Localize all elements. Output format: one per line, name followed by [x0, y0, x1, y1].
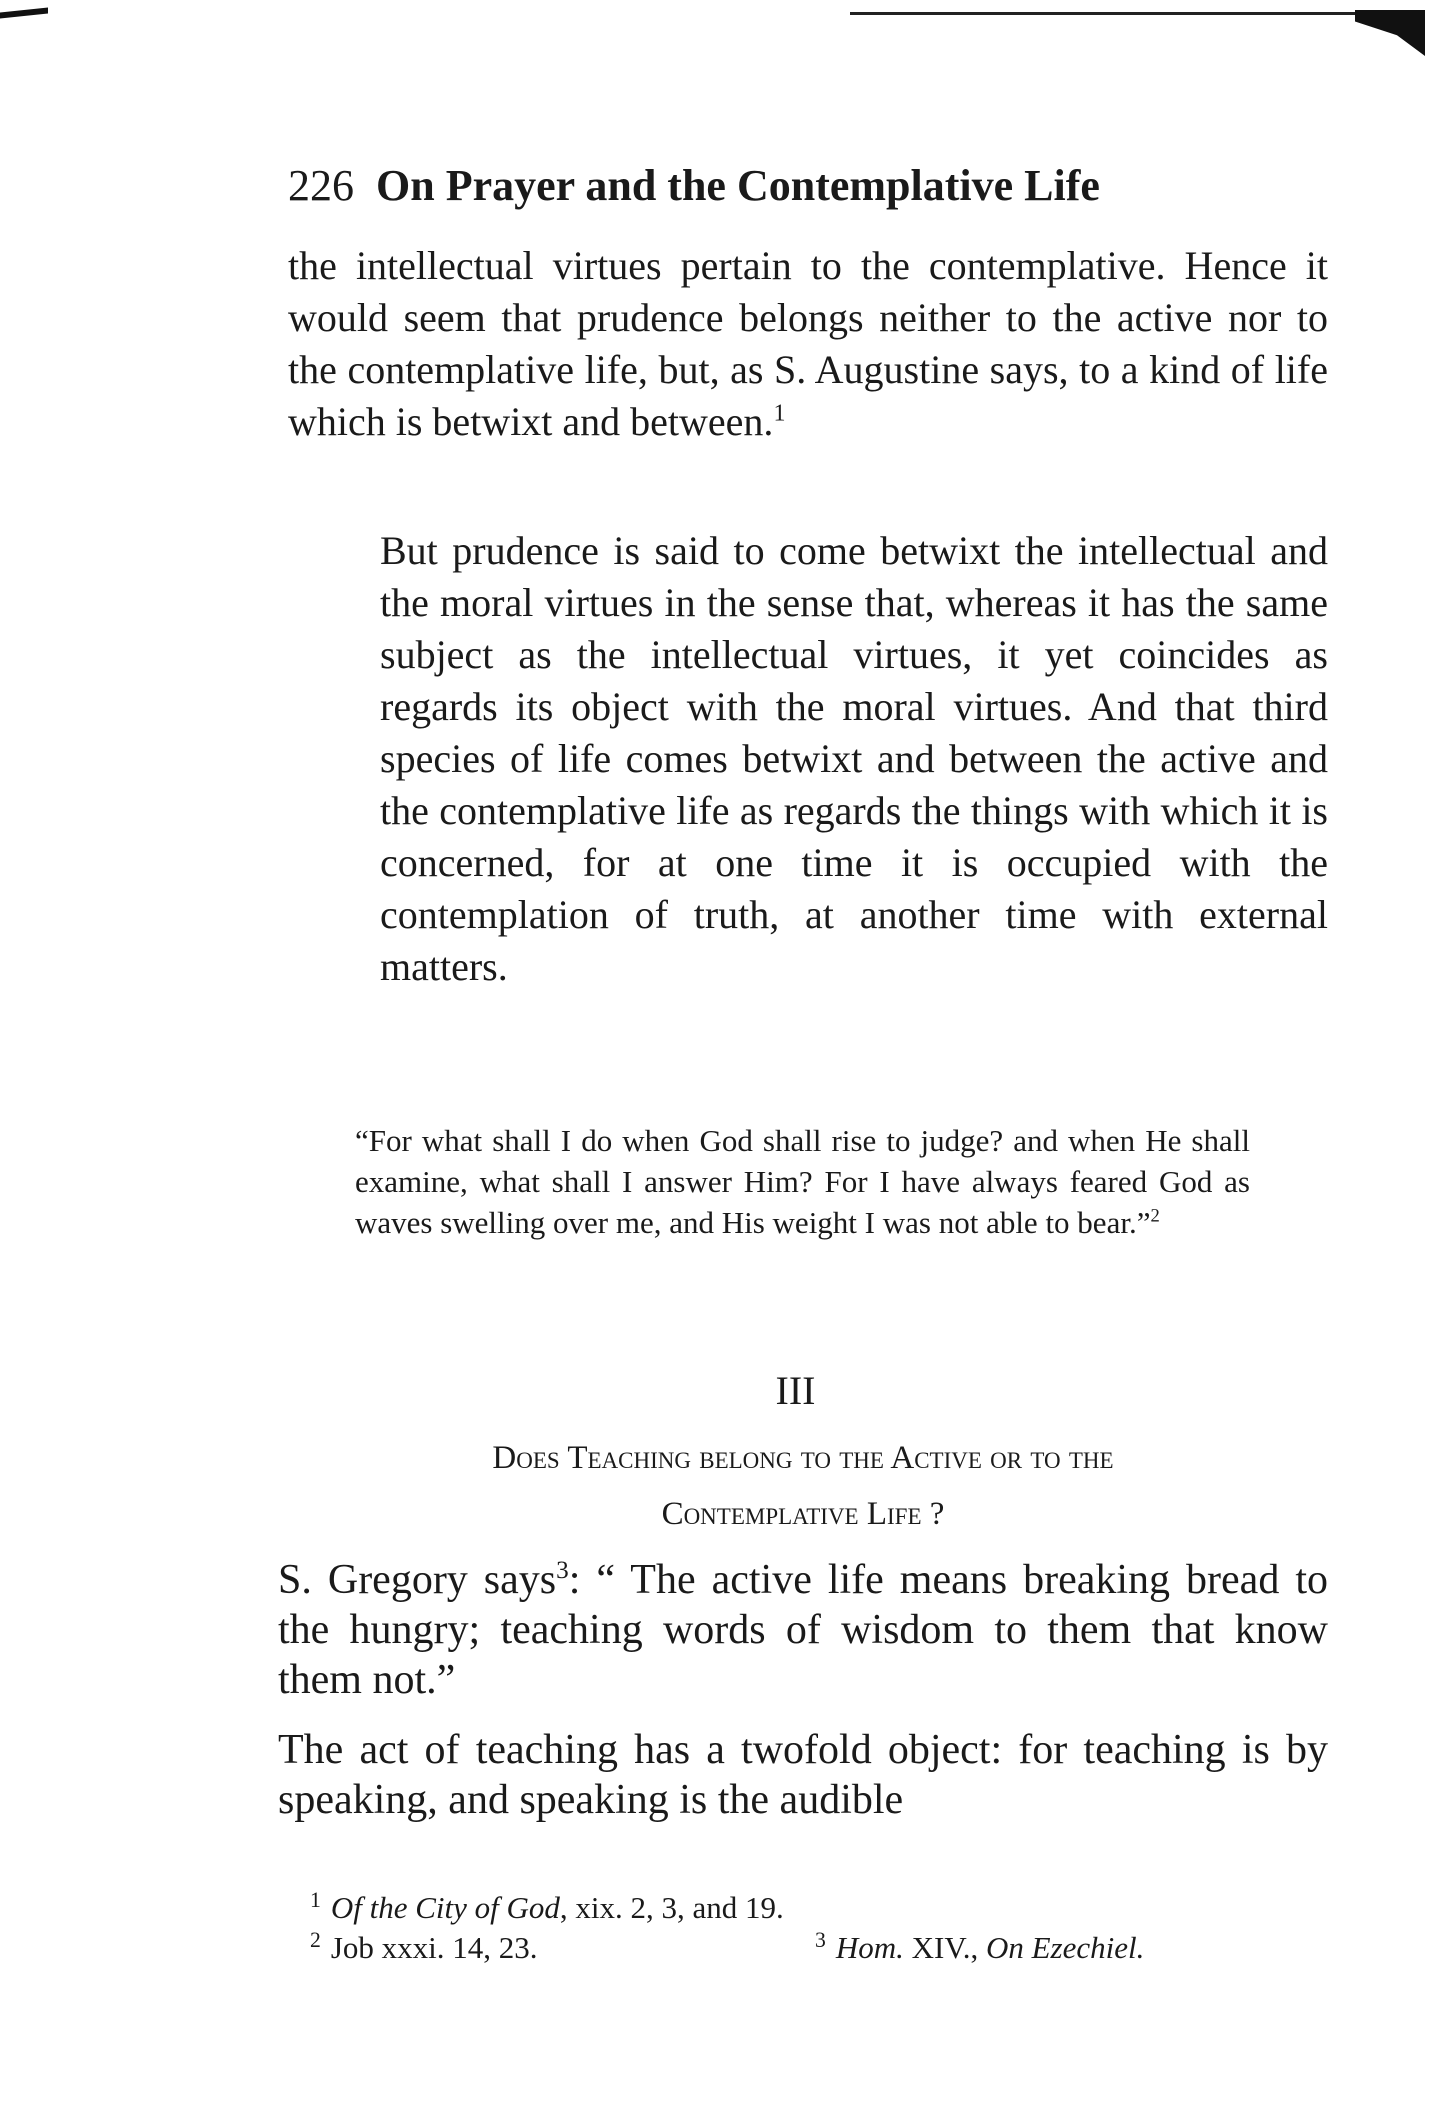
paragraph-text: the intellectual virtues pertain to the contemplative. Hence it would seem that prudence belongs neither to the active nor to the contemplative life, but, as S. Augustine says, to a kind of life which is betwixt and between.	[288, 243, 1328, 444]
footnote-ref-2: 2	[1150, 1205, 1160, 1227]
footnote-mark: 2	[310, 1927, 321, 1952]
footnote-mark: 1	[310, 1887, 321, 1912]
footnote-work-title: Hom.	[835, 1930, 904, 1965]
footnote-row-2-3	[310, 1928, 1310, 1968]
paragraph-text: But prudence is said to come betwixt the intellectual and the moral virtues in the sense that, whereas it has the same subject as the intellectual virtues, it yet coincides as regards its object with the moral virtues. And that third species of life comes betwixt and between the active and the contemplative life as regards the things with which it is concerned, for at one time it is occupied with the contemplation of truth, at another time with external matters.	[380, 528, 1328, 989]
scan-artifact-right	[1355, 10, 1425, 56]
footnote-text: Job xxxi. 14, 23.	[330, 1930, 538, 1965]
paragraph-teaching	[278, 1725, 1328, 1825]
scripture-quote	[355, 1120, 1250, 1243]
footnote-3	[815, 1928, 1144, 1968]
section-number: III	[775, 1368, 816, 1413]
paragraph-text: : “ The active life means breaking bread to the hungry; teaching words of wisdom to them that know them not.”	[278, 1557, 1328, 1703]
running-title: On Prayer and the Contemplative Life	[376, 161, 1100, 210]
section-heading	[278, 1430, 1328, 1542]
footnote-text: XIV.,	[903, 1930, 986, 1965]
footnote-work-title-2: On Ezechiel.	[985, 1930, 1145, 1965]
paragraph-lead: S. Gregory says	[278, 1557, 557, 1603]
running-head	[288, 160, 1318, 211]
section-heading-line-2: Contemplative Life ?	[661, 1496, 945, 1532]
footnote-ref-3: 3	[556, 1557, 569, 1584]
footnote-1	[310, 1888, 1310, 1928]
footnote-mark: 3	[815, 1927, 826, 1952]
scan-artifact-line	[850, 12, 1380, 15]
paragraph-text: The act of teaching has a twofold object: for teaching is by speaking, and speaking is the audible	[278, 1727, 1328, 1823]
footnote-2	[310, 1927, 538, 1965]
footnote-text: , xix. 2, 3, and 19.	[559, 1890, 784, 1925]
quote-text: “For what shall I do when God shall rise to judge? and when He shall examine, what shall I answer Him? For I have always feared God as waves swelling over me, and His weight I was not able to bear.”	[355, 1123, 1250, 1240]
footnote-work-title: Of the City of God	[330, 1890, 560, 1925]
page-number: 226	[288, 161, 354, 210]
paragraph-continued	[288, 240, 1328, 448]
scan-artifact-left	[0, 7, 48, 18]
section-heading-line-1: Does Teaching belong to the Active or to the	[492, 1440, 1114, 1476]
footnote-ref-1: 1	[773, 400, 786, 427]
quoted-paragraph	[380, 525, 1328, 993]
paragraph-gregory	[278, 1555, 1328, 1705]
footnotes	[310, 1888, 1310, 1968]
